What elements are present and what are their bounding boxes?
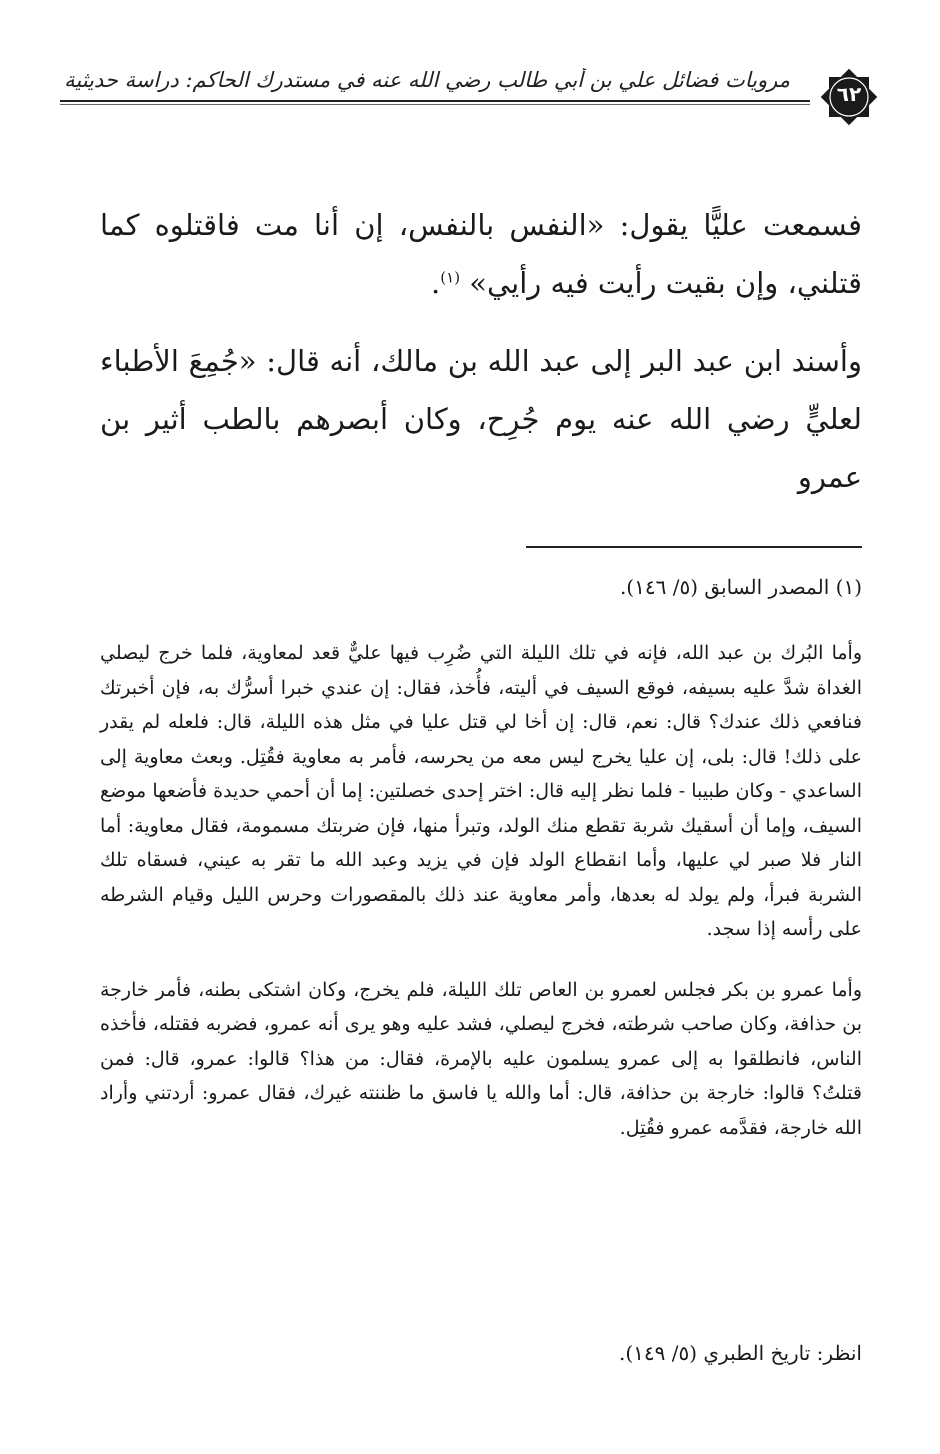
main-paragraph-text: فسمعت عليًّا يقول: «النفس بالنفس، إن أنا مت فاقتلوه كما قتلني، وإن بقيت رأيت فيه رأيي» [100, 208, 862, 300]
footnote: (١) المصدر السابق (٥/ ١٤٦). [619, 575, 862, 599]
running-header [60, 62, 880, 122]
running-header-title: مرويات فضائل علي بن أبي طالب رضي الله عنه في مستدرك الحاكم: دراسة حديثية [64, 68, 790, 92]
notes-paragraph: وأما البُرك بن عبد الله، فإنه في تلك الليلة التي ضُرِب فيها عليٌّ قعد لمعاوية، فلما خرج ليصلي الغداة شدَّ عليه بسيفه، فوقع السيف في أليته، فأُخذ، فقال: إن عندي خبرا أسرُّك به، فإن أخبرتك فنافعي ذلك عندك؟ قال: نعم، قال: إن أخا لي قتل عليا في مثل هذه الليلة، قال: فلعله لم يقدر على ذلك! قال: بلى، إن عليا يخرج ليس معه من يحرسه، فأمر به معاوية فقُتِل. وبعث معاوية إلى الساعدي - وكان طبيبا - فلما نظر إليه قال: اختر إحدى خصلتين: إما أن أحمي حديدة فأضعها موضع السيف، وإما أن أسقيك شربة تقطع منك الولد، وتبرأ منها، فإن ضربتك مسمومة، فقال معاوية: أما النار فلا صبر لي عليها، وأما انقطاع الولد فإن في يزيد وعبد الله ما تقر به عيني، فسقاه تلك الشربة فبرأ، ولم يولد له بعدها، وأمر معاوية عند ذلك بالمقصورات وحرس الليل وقيام الشرطه على رأسه إذا سجد. [100, 642, 862, 940]
main-paragraph: وأسند ابن عبد البر إلى عبد الله بن مالك، أنه قال: «جُمِعَ الأطباء لعليٍّ رضي الله عنه يوم جُرِح، وكان أبصرهم بالطب أثير بن عمرو [100, 344, 862, 494]
footnote-reference: (١) [440, 268, 461, 287]
main-paragraph-end: . [431, 266, 441, 300]
reference-note: انظر: تاريخ الطبري (٥/ ١٤٩). [618, 1341, 862, 1365]
main-text [100, 196, 862, 526]
header-rule-thin [60, 104, 810, 105]
footnote-separator [526, 546, 862, 548]
notes-section [100, 636, 862, 1171]
notes-paragraph: وأما عمرو بن بكر فجلس لعمرو بن العاص تلك الليلة، فلم يخرج، وكان اشتكى بطنه، فأمر خارجة بن حذافة، وكان صاحب شرطته، فخرج ليصلي، فشد عليه وهو يرى أنه عمرو، فضربه فقتله، فأخذه الناس، فانطلقوا به إلى عمرو يسلمون عليه بالإمرة، فقال: من هذا؟ قالوا: عمرو، قال: فمن قتلتُ؟ قالوا: خارجة بن حذافة، قال: أما والله يا فاسق ما ظننته غيرك، فقال عمرو: أردتني وأراد الله خارجة، فقدَّمه عمرو فقُتِل. [100, 978, 862, 1139]
header-rule [60, 100, 810, 102]
page-number: ٦٢ [836, 82, 862, 106]
main-paragraph [100, 196, 862, 312]
page-number-badge [818, 66, 880, 128]
